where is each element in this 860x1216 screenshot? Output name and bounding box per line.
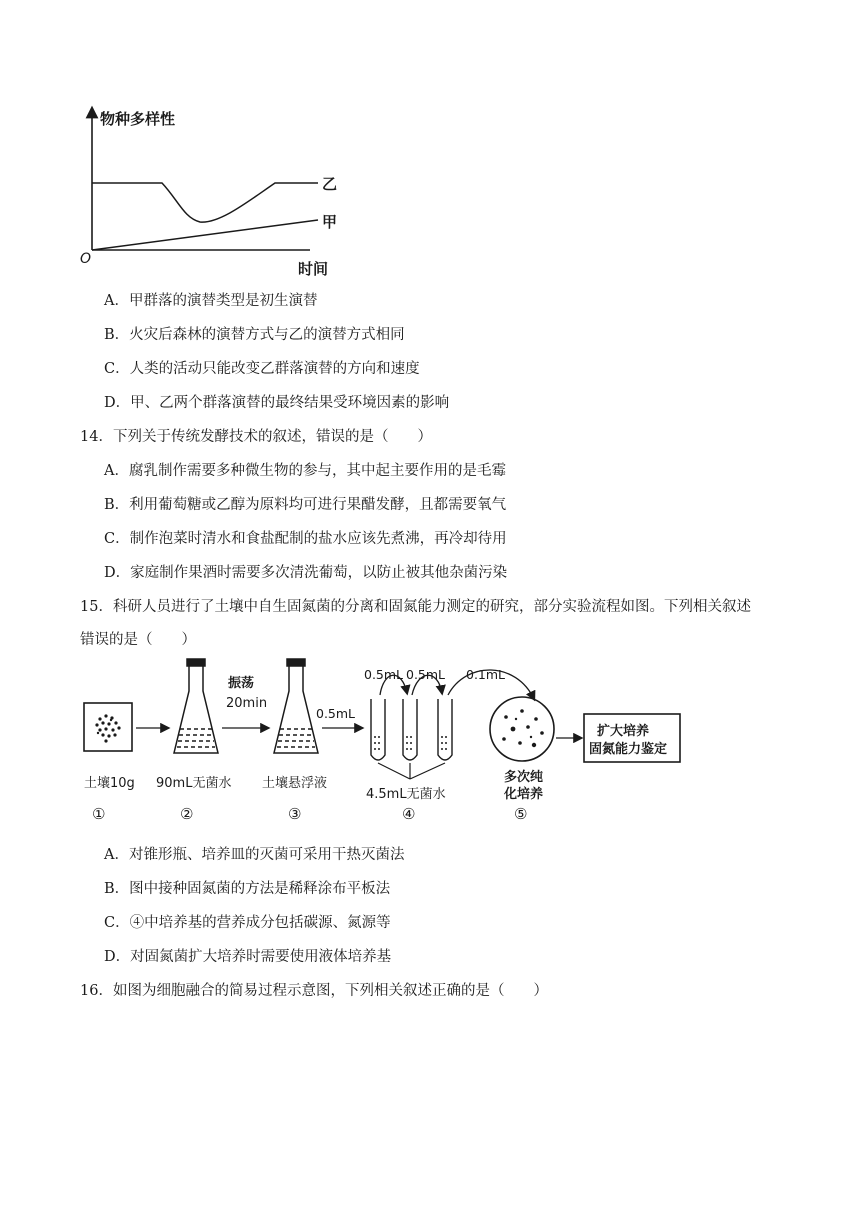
test-tube-3 <box>438 699 452 760</box>
question-number: 16． <box>80 983 113 999</box>
q13-option-d <box>104 393 449 413</box>
q15-option-a <box>104 845 404 865</box>
q16-stem <box>80 981 548 1001</box>
test-tube-1 <box>371 699 385 760</box>
option-letter: B． <box>104 881 130 897</box>
curve-label-yi: 乙 <box>322 175 338 193</box>
dilution-volume-3: 0.1mL <box>466 667 506 682</box>
q13-option-c <box>104 359 420 379</box>
q15-stem-line2: 错误的是（ ） <box>80 632 196 648</box>
q13-option-b <box>104 325 405 345</box>
dilution-volume-2: 0.5mL <box>406 667 446 682</box>
q15-option-b <box>104 879 390 899</box>
q14-option-d <box>104 563 507 583</box>
suspension-label: 土壤悬浮液 <box>262 776 328 791</box>
petri-dish <box>490 697 554 761</box>
result-box-line2: 固氮能力鉴定 <box>589 742 668 757</box>
step-1: ① <box>92 805 106 823</box>
question-text: 下列关于传统发酵技术的叙述，错误的是（ ） <box>112 429 432 445</box>
succession-graph <box>70 100 360 280</box>
soil-sample-box <box>84 703 132 751</box>
option-letter: C． <box>104 915 130 931</box>
step-3: ③ <box>288 805 302 823</box>
dilution-volume-1: 0.5mL <box>364 667 404 682</box>
option-text: 火灾后森林的演替方式与乙的演替方式相同 <box>129 327 405 343</box>
purification-label-2: 化培养 <box>504 787 544 802</box>
shake-time-label: 20min <box>226 696 268 711</box>
q14-option-c <box>104 529 507 549</box>
flask-soil-suspension <box>274 659 318 753</box>
option-letter: D． <box>104 565 131 581</box>
result-box-line1: 扩大培养 <box>597 724 650 739</box>
option-text: 对固氮菌扩大培养时需要使用液体培养基 <box>130 949 392 965</box>
question-text: 如图为细胞融合的简易过程示意图，下列相关叙述正确的是（ ） <box>112 983 548 999</box>
q14-stem <box>80 427 432 447</box>
curve-yi <box>92 183 318 222</box>
purification-label-1: 多次纯 <box>504 770 544 785</box>
option-text: 对锥形瓶、培养皿的灭菌可采用干热灭菌法 <box>128 847 405 863</box>
origin-label: O <box>80 251 92 267</box>
q14-option-a <box>104 461 506 481</box>
question-number: 14． <box>80 429 113 445</box>
step-4: ④ <box>402 805 416 823</box>
option-text: 甲群落的演替类型是初生演替 <box>128 293 318 309</box>
option-letter: C． <box>104 361 130 377</box>
option-text: 家庭制作果酒时需要多次清洗葡萄，以防止被其他杂菌污染 <box>130 565 508 581</box>
x-axis-label: 时间 <box>298 260 329 278</box>
option-text: 腐乳制作需要多种微生物的参与，其中起主要作用的是毛霉 <box>128 463 506 479</box>
option-letter: A． <box>104 847 129 863</box>
option-text: 利用葡萄糖或乙醇为原料均可进行果醋发酵，且都需要氧气 <box>129 497 507 513</box>
question-number: 15． <box>80 599 113 615</box>
option-letter: B． <box>104 497 130 513</box>
experiment-flow-diagram <box>76 655 696 827</box>
q13-option-a <box>104 291 317 311</box>
option-letter: D． <box>104 395 131 411</box>
option-letter: B． <box>104 327 130 343</box>
curve-jia <box>92 220 318 250</box>
step-2: ② <box>180 805 194 823</box>
transfer-volume-label: 0.5mL <box>316 706 356 721</box>
option-letter: A． <box>104 463 129 479</box>
option-letter: D． <box>104 949 131 965</box>
y-axis-label: 物种多样性 <box>100 110 176 128</box>
water-pointer-lines <box>378 763 445 779</box>
test-tube-2 <box>403 699 417 760</box>
option-letter: C． <box>104 531 130 547</box>
q15-option-d <box>104 947 391 967</box>
flask-sterile-water <box>174 659 218 753</box>
option-text: ④中培养基的营养成分包括碳源、氮源等 <box>129 915 391 931</box>
shake-label: 振荡 <box>228 676 255 691</box>
option-text: 制作泡菜时清水和食盐配制的盐水应该先煮沸，再冷却待用 <box>129 531 507 547</box>
option-text: 人类的活动只能改变乙群落演替的方向和速度 <box>129 361 420 377</box>
q15-stem-line1 <box>80 597 751 617</box>
option-letter: A． <box>104 293 129 309</box>
question-text: 科研人员进行了土壤中自生固氮菌的分离和固氮能力测定的研究，部分实验流程如图。下列相关叙述 <box>112 599 751 615</box>
q15-option-c <box>104 913 391 933</box>
sterile-water-label: 90mL无菌水 <box>156 776 232 791</box>
curve-label-jia: 甲 <box>322 213 338 231</box>
option-text: 图中接种固氮菌的方法是稀释涂布平板法 <box>129 881 391 897</box>
option-text: 甲、乙两个群落演替的最终结果受环境因素的影响 <box>130 395 450 411</box>
q14-option-b <box>104 495 506 515</box>
dilution-water-label: 4.5mL无菌水 <box>366 787 446 802</box>
soil-label: 土壤10g <box>84 776 135 791</box>
step-5: ⑤ <box>514 805 528 823</box>
